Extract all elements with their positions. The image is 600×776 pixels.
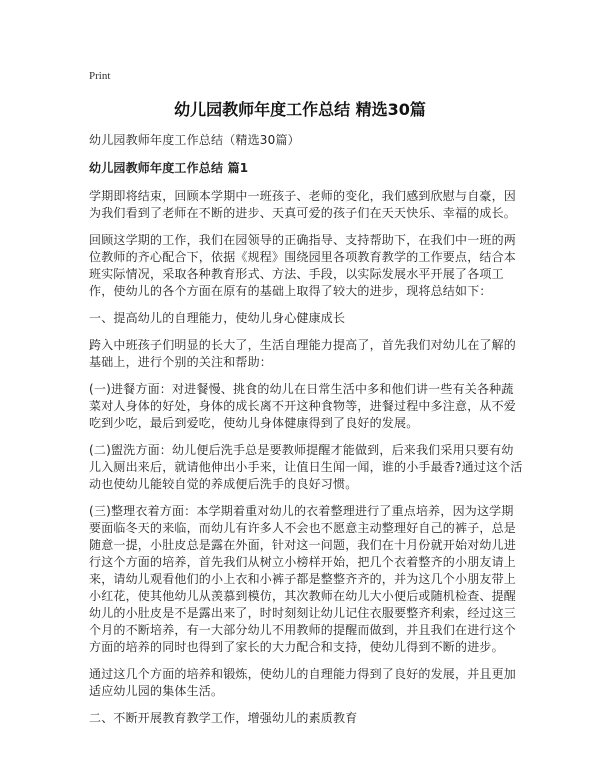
document-body xyxy=(89,132,525,737)
paragraph-self-care: 跨入中班孩子们明显的长大了，生活自理能力提高了，首先我们对幼儿在了解的基础上，进行个别的关注和帮助： xyxy=(89,338,517,369)
article-heading: 幼儿园教师年度工作总结 篇1 xyxy=(89,161,249,175)
paragraph-clothing: (三)整理衣着方面：本学期着重对幼儿的衣着整理进行了重点培养，因为这学期要面临冬天的来临，而幼儿有许多人不会也不愿意主动整理好自己的裤子，总是随意一提，小肚皮总是露在外面，针对这一问题，我们在十月份就开始对幼儿进行这个方面的培养，首先我们从树立小榜样开始，把几个衣着整齐的小朋友请上来，请幼儿观看他们的小上衣和小裤子都是整整齐齐的，并为这几个小朋友带上小红花，使其他幼儿从羡慕到模仿，其次教师在幼儿大小便后或随机检查、提醒幼儿的小肚皮是不是露出来了，时时刻刻让幼儿记住衣服要整齐利索，经过这三个月的不断培养，有一大部分幼儿不用教师的提醒而做到，并且我们在进行这个方面的培养的同时也得到了家长的大力配合和支持，使幼儿得到不断的进步。 xyxy=(89,504,517,654)
paragraph-review: 回顾这学期的工作，我们在园领导的正确指导、支持帮助下，在我们中一班的两位教师的齐心配合下，依据《规程》围绕园里各项教育教学的工作要点，结合本班实际情况，采取各种教育形式、方法、手段，以实际发展水平开展了各项工作，使幼儿的各个方面在原有的基础上取得了较大的进步，现将总结如下： xyxy=(89,233,517,298)
paragraph-eating: (一)进餐方面：对进餐慢、挑食的幼儿在日常生活中多和他们讲一些有关各种蔬菜对人身体的好处，身体的成长离不开这种食物等，进餐过程中多注意，从不爱吃到少吃，最后到爱吃，使幼儿身体健康得到了良好的发展。 xyxy=(89,382,517,430)
document-title: 幼儿园教师年度工作总结 精选30篇 xyxy=(174,100,426,119)
section-heading-2: 二、不断开展教育教学工作，增强幼儿的素质教育 xyxy=(89,711,358,725)
paragraph-intro: 学期即将结束，回顾本学期中一班孩子、老师的变化，我们感到欣慰与自豪，因为我们看到了老师在不断的进步、天真可爱的孩子们在天天快乐、幸福的成长。 xyxy=(89,189,517,220)
paragraph-summary: 通过这几个方面的培养和锻炼，使幼儿的自理能力得到了良好的发展，并且更加适应幼儿园的集体生活。 xyxy=(89,667,517,698)
section-heading-1: 一、提高幼儿的自理能力，使幼儿身心健康成长 xyxy=(89,311,346,325)
paragraph-washing: (二)盥洗方面：幼儿便后洗手总是要教师提醒才能做到，后来我们采用只要有幼儿入厕出来后，就请他伸出小手来，让值日生闻一闻，谁的小手最香?通过这个活动也使幼儿能较自觉的养成便后洗手的良好习惯。 xyxy=(89,443,523,491)
document-subtitle: 幼儿园教师年度工作总结（精选30篇） xyxy=(89,133,300,147)
print-label: Print xyxy=(89,70,111,82)
